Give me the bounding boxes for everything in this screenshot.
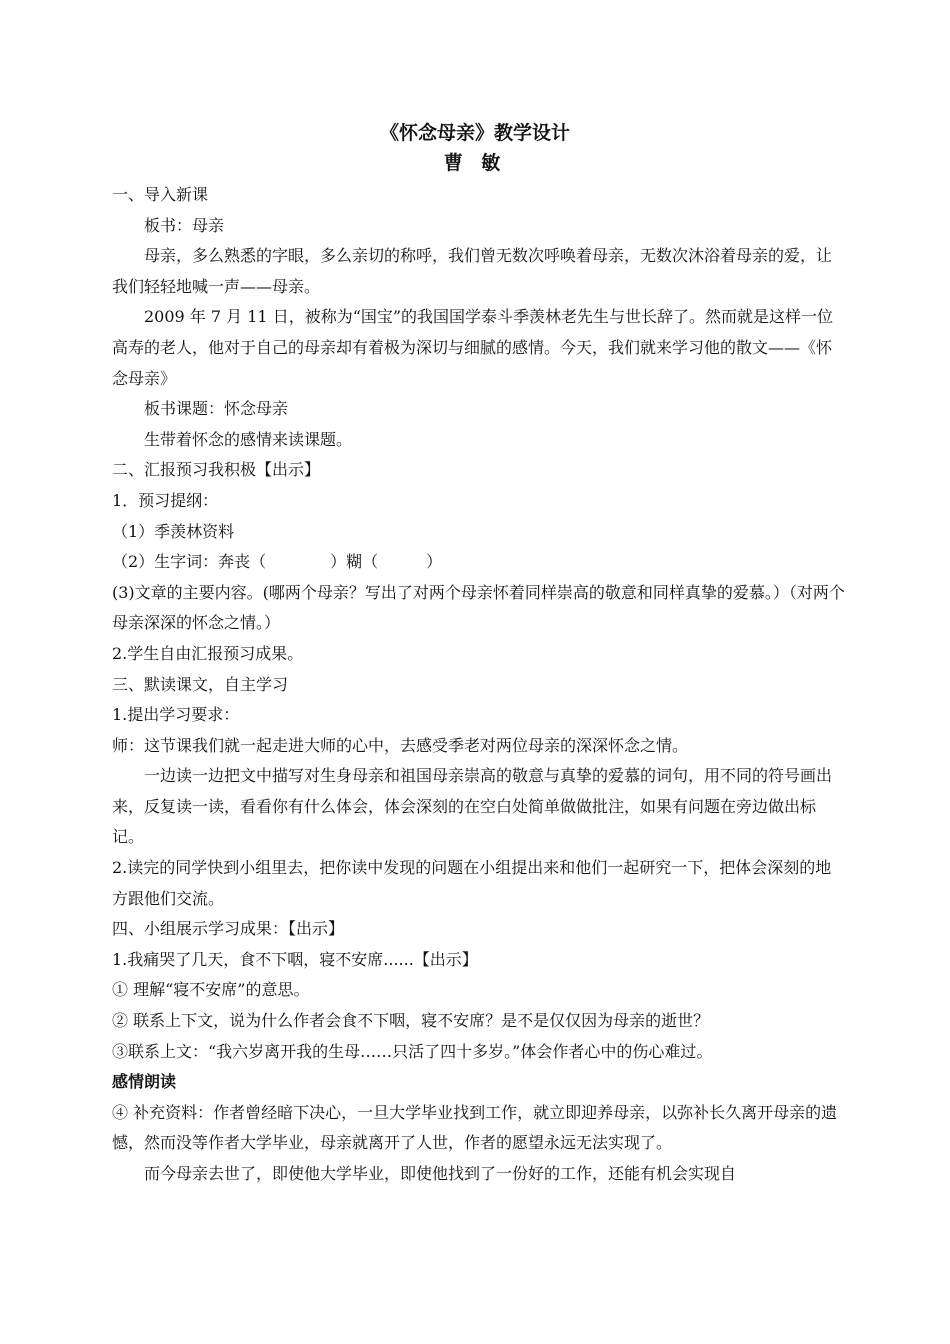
paragraph: 一边读一边把文中描写对生身母亲和祖国母亲崇高的敬意与真挚的爱慕的词句，用不同的符号画出来，反复读一读，看看你有什么体会，体会深刻的在空白处简单做做批注，如果有问题在旁边做出标记。 xyxy=(112,766,833,847)
paragraph: （2）生字词：奔丧（ ）糊（ ） xyxy=(112,552,443,572)
paragraph: 2.学生自由汇报预习成果。 xyxy=(112,643,304,663)
paragraph: 板书课题：怀念母亲 xyxy=(144,399,289,419)
paragraph: 2.读完的同学快到小组里去，把你读中发现的问题在小组提出来和他们一起研究一下，把体会深刻的地方跟他们交流。 xyxy=(112,858,832,908)
paragraph: ② 联系上下文，说为什么作者会食不下咽，寝不安席？是不是仅仅因为母亲的逝世？ xyxy=(112,1011,710,1031)
paragraph: ③联系上文：“我六岁离开我的生母……只活了四十多岁。”体会作者心中的伤心难过。 xyxy=(112,1041,713,1061)
paragraph: 一、导入新课 xyxy=(112,185,209,204)
paragraph: 1.提出学习要求： xyxy=(112,705,240,725)
paragraph: 三、默读课文，自主学习 xyxy=(112,674,289,694)
paragraph: 1.我痛哭了几天，食不下咽，寝不安席......【出示】 xyxy=(112,949,478,969)
paragraph: 2009 年 7 月 11 日，被称为“国宝”的我国国学泰斗季羡林老先生与世长辞了。然而就是这样一位高寿的老人，他对于自己的母亲却有着极为深切与细腻的感情。今天，我们就来学习他的散文——《怀念母亲》 xyxy=(112,307,834,388)
paragraph: (3)文章的主要内容。(哪两个母亲？写出了对两个母亲怀着同样崇高的敬意和同样真挚的爱慕。）（对两个母亲深深的怀念之情。） xyxy=(112,582,845,633)
paragraph: 板书：母亲 xyxy=(144,215,225,235)
paragraph: （1）季羡林资料 xyxy=(112,521,235,541)
paragraph: 1．预习提纲： xyxy=(112,490,219,510)
paragraph: ④ 补充资料：作者曾经暗下决心，一旦大学毕业找到工作，就立即迎养母亲，以弥补长久离开母亲的遗憾，然而没等作者大学毕业，母亲就离开了人世，作者的愿望永远无法实现了。 xyxy=(112,1102,838,1153)
paragraph: 感情朗读 xyxy=(112,1072,177,1092)
document-body xyxy=(112,180,847,1190)
paragraph: 二、汇报预习我积极【出示】 xyxy=(112,460,321,480)
paragraph: 母亲，多么熟悉的字眼，多么亲切的称呼，我们曾无数次呼唤着母亲，无数次沐浴着母亲的爱，让我们轻轻地喊一声——母亲。 xyxy=(112,246,833,296)
document-title: 《怀念母亲》教学设计 xyxy=(379,122,570,144)
paragraph: 四、小组展示学习成果：【出示】 xyxy=(112,919,345,939)
author-name: 曹 敏 xyxy=(443,152,507,174)
paragraph: ① 理解“寝不安席”的意思。 xyxy=(112,980,310,1000)
paragraph: 师：这节课我们就一起走进大师的心中，去感受季老对两位母亲的深深怀念之情。 xyxy=(112,735,689,755)
paragraph: 生带着怀念的感情来读课题。 xyxy=(144,429,353,449)
paragraph: 而今母亲去世了，即使他大学毕业，即使他找到了一份好的工作，还能有机会实现自 xyxy=(144,1164,737,1183)
